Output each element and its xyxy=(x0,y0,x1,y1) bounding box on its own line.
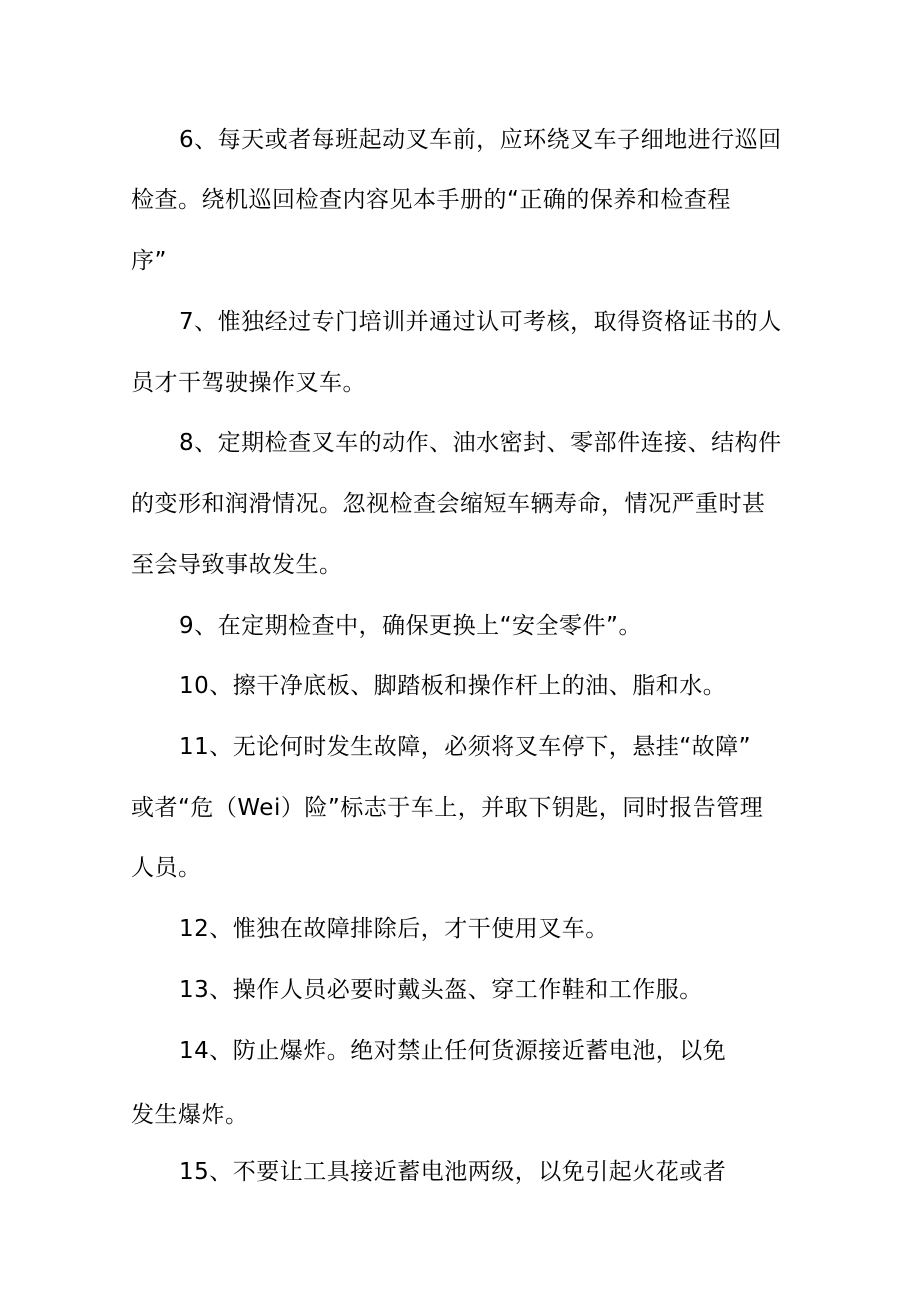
item-6-line-1: 6、每天或者每班起动叉车前，应环绕叉车子细地进行巡回 xyxy=(179,127,782,153)
item-8-line-2: 的变形和润滑情况。忽视检查会缩短车辆寿命，情况严重时甚 xyxy=(131,491,766,517)
item-14-line-2: 发生爆炸。 xyxy=(131,1102,249,1128)
item-11-line-3: 人员。 xyxy=(131,855,202,881)
item-8-line-1: 8、定期检查叉车的动作、油水密封、零部件连接、结构件 xyxy=(179,430,782,456)
item-6-line-2: 检查。绕机巡回检查内容见本手册的“正确的保养和检查程 xyxy=(131,187,731,213)
item-7-line-2: 员才干驾驶操作叉车。 xyxy=(131,370,366,396)
item-11-line-1: 11、无论何时发生故障，必须将叉车停下，悬挂“故障” xyxy=(179,734,752,760)
item-13-line-1: 13、操作人员必要时戴头盔、穿工作鞋和工作服。 xyxy=(179,977,703,1003)
item-9-line-1: 9、在定期检查中，确保更换上“安全零件”。 xyxy=(179,613,642,639)
item-8-line-3: 至会导致事故发生。 xyxy=(131,552,343,578)
item-14-line-1: 14、防止爆炸。绝对禁止任何货源接近蓄电池，以免 xyxy=(179,1038,727,1064)
item-7-line-1: 7、惟独经过专门培训并通过认可考核，取得资格证书的人 xyxy=(179,309,782,335)
item-15-line-1: 15、不要让工具接近蓄电池两级，以免引起火花或者 xyxy=(179,1159,727,1185)
item-12-line-1: 12、惟独在故障排除后，才干使用叉车。 xyxy=(179,916,609,942)
item-10-line-1: 10、擦干净底板、脚踏板和操作杆上的油、脂和水。 xyxy=(179,673,727,699)
item-6-line-3: 序” xyxy=(131,248,167,274)
item-11-line-2: 或者“危（Wei）险”标志于车上，并取下钥匙，同时报告管理 xyxy=(131,795,764,821)
